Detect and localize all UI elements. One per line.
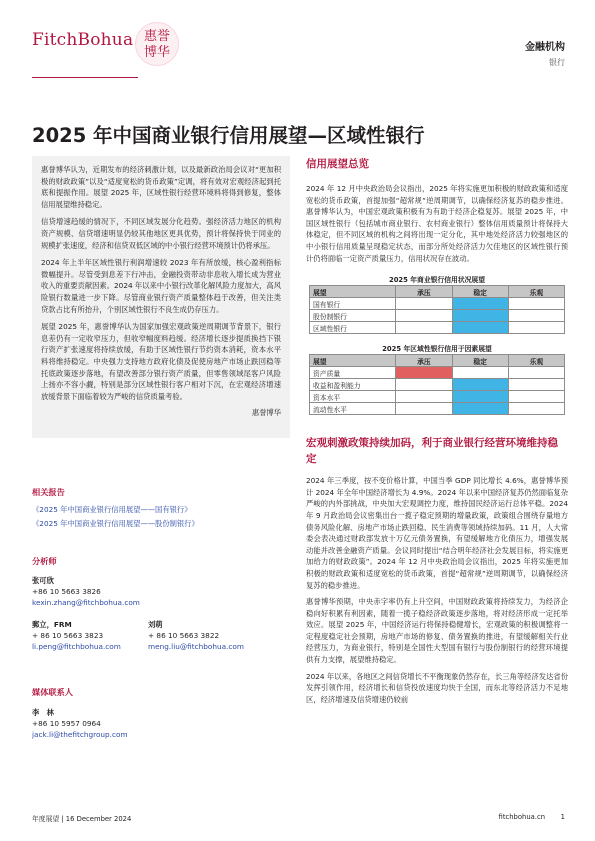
page-number: 1 — [560, 813, 565, 821]
table-row — [310, 367, 565, 379]
row-label: 流动性水平 — [310, 403, 396, 415]
page-title: 2025 年中国商业银行信用展望—区域性银行 — [32, 124, 425, 147]
row-label: 区域性银行 — [310, 322, 396, 334]
table-header-row — [310, 355, 565, 367]
outlook-cell — [508, 298, 564, 310]
outlook-cell — [452, 367, 508, 379]
media-contact-email[interactable]: jack.li@thefitchgroup.com — [32, 730, 128, 739]
outlook-cell — [508, 379, 564, 391]
outlook-cell — [452, 310, 508, 322]
analyst-phone: +86 10 5663 3826 — [32, 587, 101, 596]
table-header-cell: 展望 — [310, 286, 396, 298]
media-contact-phone: +86 10 5957 0964 — [32, 719, 101, 728]
summary-paragraph: 信贷增速趋缓的情况下，不同区域发展分化趋势。强经济活力地区的机构资产规模、信贷增速明显仍较其他地区更具优势，预计将保持快于同业的规模扩张速度，经济和信贷双低区域的中小银行经营环境预计仍将承压。 — [41, 217, 281, 250]
table-row — [310, 379, 565, 391]
logo-wordmark: FitchBohua — [32, 30, 134, 50]
logo-seal — [135, 22, 179, 66]
table-row — [310, 298, 565, 310]
analyst-contact — [32, 619, 121, 652]
row-label: 收益和盈利能力 — [310, 379, 396, 391]
outlook-summary-paragraph: 2024 年 12 月中央政治局会议指出，2025 年将实施更加积极的财政政策和适度宽松的货币政策，首提加强“超常规”逆周期调节，以确保经济复苏的稳步推进。惠誉博华认为，中国宏观政策积极有为有助于经济企稳复苏。展望 2025 年，中国区域性银行（包括城市商业银行、农村商业银行）整体信用质量预计将保持大体稳定，但不同区域的机构之间将出现一定分化，其中地处经济活力较强地区的中小银行信用质量呈现稳定状态，而部分所处经济活力欠佳地区的区域性银行预计仍将面临一定资产质量压力，信用状况存在波动。 — [306, 184, 568, 263]
summary-box — [32, 156, 290, 438]
outlook-cell — [452, 403, 508, 415]
section-paragraph: 2024 年以来，各地区之间信贷增长不平衡现象仍然存在，长三角等经济发达省份发挥引领作用，经济增长和信贷投放速度均快于全国，而东北等经济活力不足地区，经济增速及信贷增速仍较前 — [306, 671, 568, 704]
table-caption: 2025 年区域性银行信用于因素展望 — [382, 345, 492, 354]
table-header-cell: 稳定 — [452, 355, 508, 367]
analyst-phone: + 86 10 5663 3822 — [148, 631, 220, 640]
related-report-link[interactable]: 《2025 年中国商业银行信用展望——国有银行》 — [32, 505, 192, 514]
outlook-cell — [396, 310, 452, 322]
table-header-cell: 承压 — [396, 286, 452, 298]
bank-outlook-table — [309, 274, 565, 334]
outlook-cell — [508, 403, 564, 415]
fitchbohua-logo — [32, 22, 192, 66]
outlook-cell — [452, 391, 508, 403]
regional-factor-outlook-table — [309, 343, 565, 415]
sector-sub: 银行 — [549, 58, 565, 67]
section-paragraph: 2024 年三季度，按不变价格计算，中国当季 GDP 同比增长 4.6%，惠誉博华预计 2024 年全年中国经济增长为 4.9%。2024 年以来中国经济复苏仍然面临复杂严峻的内外部挑战，中央加大宏观调控力度，维持国民经济运行总体平稳。2024 年 9 月政治局会议密集出台一揽子稳定预期的增量政策，政策组合围绕存量地方债务风险化解、房地产市场止跌回稳、民生消费等领域持续加码。11 月，人大常委会表决通过财政部发放十万亿元债务置换，有望缓解地方化债压力，增强发展动能并改善金融资产质量。会议同时提出“结合明年经济社会发展目标，将实施更加给力的财政政策”。2024 年 12 月中央政治局会议指出，2025 年将实施更加积极的财政政策和适度宽松的货币政策，首提“超常规”逆周期调节，以确保经济复苏的稳步推进。 — [306, 476, 568, 590]
analysts-heading: 分析师 — [32, 556, 57, 566]
logo-seal-line2: 博华 — [143, 45, 170, 60]
analyst-email[interactable]: li.peng@fitchbohua.com — [32, 642, 121, 651]
analyst-email[interactable]: kexin.zhang@fitchbohua.com — [32, 598, 140, 607]
table-row — [310, 310, 565, 322]
table-row — [310, 391, 565, 403]
summary-paragraph: 2024 年上半年区域性银行利润增速较 2023 年有所放缓，核心盈利指标微幅提升。尽管受到息差下行冲击，金融投资带动非息收入增长成为营业收入的重要贡献因素。2024 年以来中小银行改革化解风险力度加大，高风险银行数量进一步下降。尽管商业银行资产质量整体趋于改善，但关注类贷款占比有所抬升，个别区域性银行不良生成仍存压力。 — [41, 258, 281, 314]
table-header-cell: 展望 — [310, 355, 396, 367]
related-reports-heading: 相关报告 — [32, 487, 65, 497]
outlook-cell — [396, 367, 452, 379]
sector-label — [525, 38, 565, 68]
section-heading: 宏观刺激政策持续加码，利于商业银行经营环境维持稳定 — [306, 437, 558, 465]
footer-website[interactable]: fitchbohua.cn — [498, 813, 545, 821]
outlook-cell — [452, 298, 508, 310]
analyst-name: 张可欣 — [32, 576, 54, 585]
analyst-contact — [32, 575, 140, 608]
outlook-cell — [452, 322, 508, 334]
outlook-cell — [396, 379, 452, 391]
outlook-cell — [508, 322, 564, 334]
table-caption: 2025 年商业银行信用状况展望 — [388, 276, 486, 285]
related-report-link[interactable]: 《2025 年中国商业银行信用展望——股份制银行》 — [32, 519, 199, 528]
table-header-cell: 承压 — [396, 355, 452, 367]
related-reports — [32, 487, 290, 531]
logo-seal-line1: 惠誉 — [143, 29, 170, 44]
summary-signature: 惠誉博华 — [251, 408, 281, 418]
outlook-cell — [396, 322, 452, 334]
table-header-cell: 乐观 — [508, 355, 564, 367]
analyst-email[interactable]: meng.liu@fitchbohua.com — [148, 642, 244, 651]
analyst-name: 刘萌 — [148, 620, 163, 629]
outlook-cell — [508, 367, 564, 379]
table-row — [310, 403, 565, 415]
main-column — [306, 156, 568, 705]
media-contact-heading: 媒体联系人 — [32, 687, 73, 697]
analyst-phone: + 86 10 5663 3823 — [32, 631, 104, 640]
outlook-cell — [396, 403, 452, 415]
logo-divider — [32, 77, 138, 78]
table-header-cell: 乐观 — [508, 286, 564, 298]
outlook-summary-heading: 信用展望总览 — [306, 158, 369, 170]
row-label: 资产质量 — [310, 367, 396, 379]
row-label: 资本水平 — [310, 391, 396, 403]
media-contact-name: 李 林 — [32, 708, 54, 717]
table-header-cell: 稳定 — [452, 286, 508, 298]
row-label: 国有银行 — [310, 298, 396, 310]
row-label: 股份制银行 — [310, 310, 396, 322]
analyst-contact — [148, 619, 244, 652]
analyst-name: 郵立，FRM — [32, 620, 72, 629]
outlook-cell — [508, 391, 564, 403]
summary-paragraph: 惠誉博华认为，近期发布的经济刺激计划，以及最新政治局会议对“更加积极的财政政策”以及“适度宽松的货币政策”定调，将有效对宏观经济起到托底和提振作用。展望 2025 年，区域性银行经营环境料将得到修复，整体信用展望维持稳定。 — [41, 165, 281, 209]
outlook-cell — [396, 391, 452, 403]
sector-main: 金融机构 — [525, 42, 565, 53]
outlook-cell — [396, 298, 452, 310]
footer-report-info: 年度展望 | 16 December 2024 — [32, 815, 132, 823]
table-row — [310, 322, 565, 334]
summary-paragraph: 展望 2025 年，惠誉博华认为国家加强宏观政策逆周期调节背景下，银行息差仍有一定收窄压力，但收窄幅度料趋缓。经济增长逐步提质换挡下银行资产扩张速度将持续放缓，有助于区域性银行节约资本消耗，资本水平料将维持稳定。中央强力支持地方政府化债及促使房地产市场止跌回稳等托底政策逐步落地，有望改善部分银行资产质量，但零售领域尾客户风险上扬亦不容小觑，特别是部分区域性银行客户相对下沉，在宏观经济增速放缓背景下面临着较为严峻的信贷质量考验。 — [41, 322, 281, 401]
section-paragraph: 惠誉博华预期，中央赤字率仍有上升空间，中国财政政策将持续发力，为经济企稳向好积累有利因素，随着一揽子稳经济政策逐步落地，将对经济形成一定托举效应。展望 2025 年，中国经济运行将保持稳健增长，宏观政策的积极调整将一定程度稳定社会预期，房地产市场的修复、债务置换的推进，有望缓解相关行业经营压力，为商业银行，特别是全国性大型国有银行与股份制银行的经营环境提供有力支撑，展望维持稳定。 — [306, 597, 568, 665]
outlook-cell — [452, 379, 508, 391]
outlook-cell — [508, 310, 564, 322]
media-contact — [32, 707, 128, 740]
table-header-row — [310, 286, 565, 298]
